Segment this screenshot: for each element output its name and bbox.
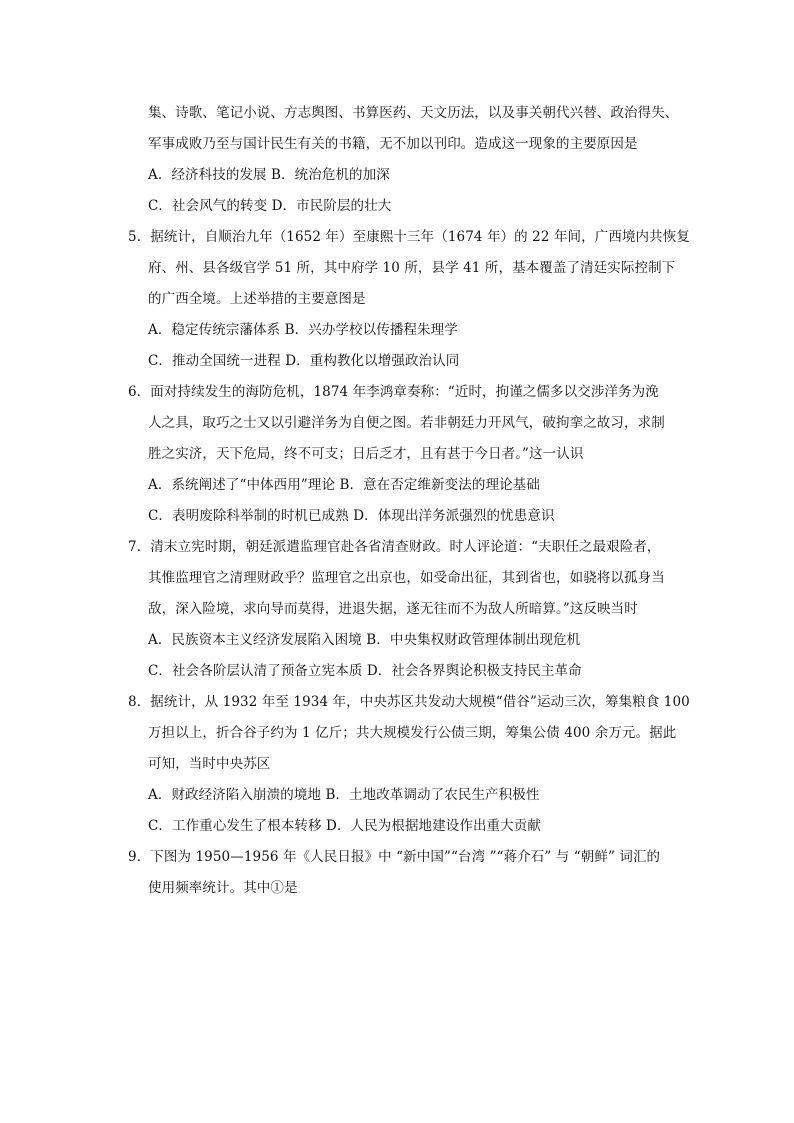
question-8-options-ab: A．财政经济陷入崩溃的境地 B．土地改革调动了农民生产积极性	[148, 787, 540, 803]
question-8-text-line-1: 8．据统计，从 1932 年至 1934 年，中央苏区共发动大规模“借谷”运动三次，筹集粮食 100	[128, 694, 690, 710]
question-6-text-line-1: 6．面对持续发生的海防危机，1874 年李鸿章奏称：“近时，拘谨之儒多以交涉洋务为浼	[128, 384, 659, 400]
question-8-text-line-2: 万担以上，折合谷子约为 1 亿斤；共大规模发行公债三期，筹集公债 400 余万元。据此	[148, 725, 677, 741]
question-8-text-line-3: 可知，当时中央苏区	[148, 756, 271, 772]
question-5-text-line-1: 5．据统计，自顺治九年（1652 年）至康熙十三年（1674 年）的 22 年间，广西境内共恢复	[128, 229, 690, 245]
question-4-options-ab: A．经济科技的发展 B．统治危机的加深	[148, 167, 390, 183]
question-6-options-cd: C．表明废除科举制的时机已成熟 D．体现出洋务派强烈的忧患意识	[148, 508, 555, 524]
question-4-text-line-1: 集、诗歌、笔记小说、方志舆图、书算医药、天文历法，以及事关朝代兴替、政治得失、	[148, 105, 679, 121]
question-9-text-line-2: 使用频率统计。其中①是	[148, 880, 298, 896]
question-7-text-line-1: 7．清末立宪时期，朝廷派遣监理官赴各省清查财政。时人评论道：“夫职任之最艰险者，	[128, 539, 661, 555]
question-6-options-ab: A．系统阐述了“中体西用”理论 B．意在否定维新变法的理论基础	[148, 477, 540, 493]
question-5-options-ab: A．稳定传统宗藩体系 B．兴办学校以传播程朱理学	[148, 322, 458, 338]
question-7-text-line-3: 敌，深入险境，求向导而莫得，进退失据，遂无往而不为敌人所暗算。”这反映当时	[148, 601, 638, 617]
question-6-text-line-2: 人之具，取巧之士又以引避洋务为自便之图。若非朝廷力开风气，破拘挛之故习，求制	[148, 415, 665, 431]
question-7-options-cd: C．社会各阶层认清了预备立宪本质 D．社会各界舆论积极支持民主革命	[148, 663, 582, 679]
question-7-text-line-2: 其惟监理官之清理财政乎？监理官之出京也，如受命出征，其到省也，如骁将以孤身当	[148, 570, 665, 586]
question-4-options-cd: C．社会风气的转变 D．市民阶层的壮大	[148, 198, 392, 214]
question-4-text-line-2: 军事成败乃至与国计民生有关的书籍，无不加以刊印。造成这一现象的主要原因是	[148, 136, 638, 152]
question-7-options-ab: A．民族资本主义经济发展陷入困境 B．中央集权财政管理体制出现危机	[148, 632, 581, 648]
question-8-options-cd: C．工作重心发生了根本转移 D．人民为根据地建设作出重大贡献	[148, 818, 541, 834]
question-5-options-cd: C．推动全国统一进程 D．重构教化以增强政治认同	[148, 353, 460, 369]
question-5-text-line-3: 的广西全境。上述举措的主要意图是	[148, 291, 366, 307]
question-9-text-line-1: 9．下图为 1950—1956 年《人民日报》中 “新中国”“台湾 ”“蒋介石” 与 “朝鲜” 词汇的	[128, 849, 661, 865]
question-6-text-line-3: 胜之实济，天下危局，终不可支；日后乏才，且有甚于今日者。”这一认识	[148, 446, 584, 462]
question-5-text-line-2: 府、州、县各级官学 51 所，其中府学 10 所，县学 41 所，基本覆盖了清廷实际控制下	[148, 260, 676, 276]
